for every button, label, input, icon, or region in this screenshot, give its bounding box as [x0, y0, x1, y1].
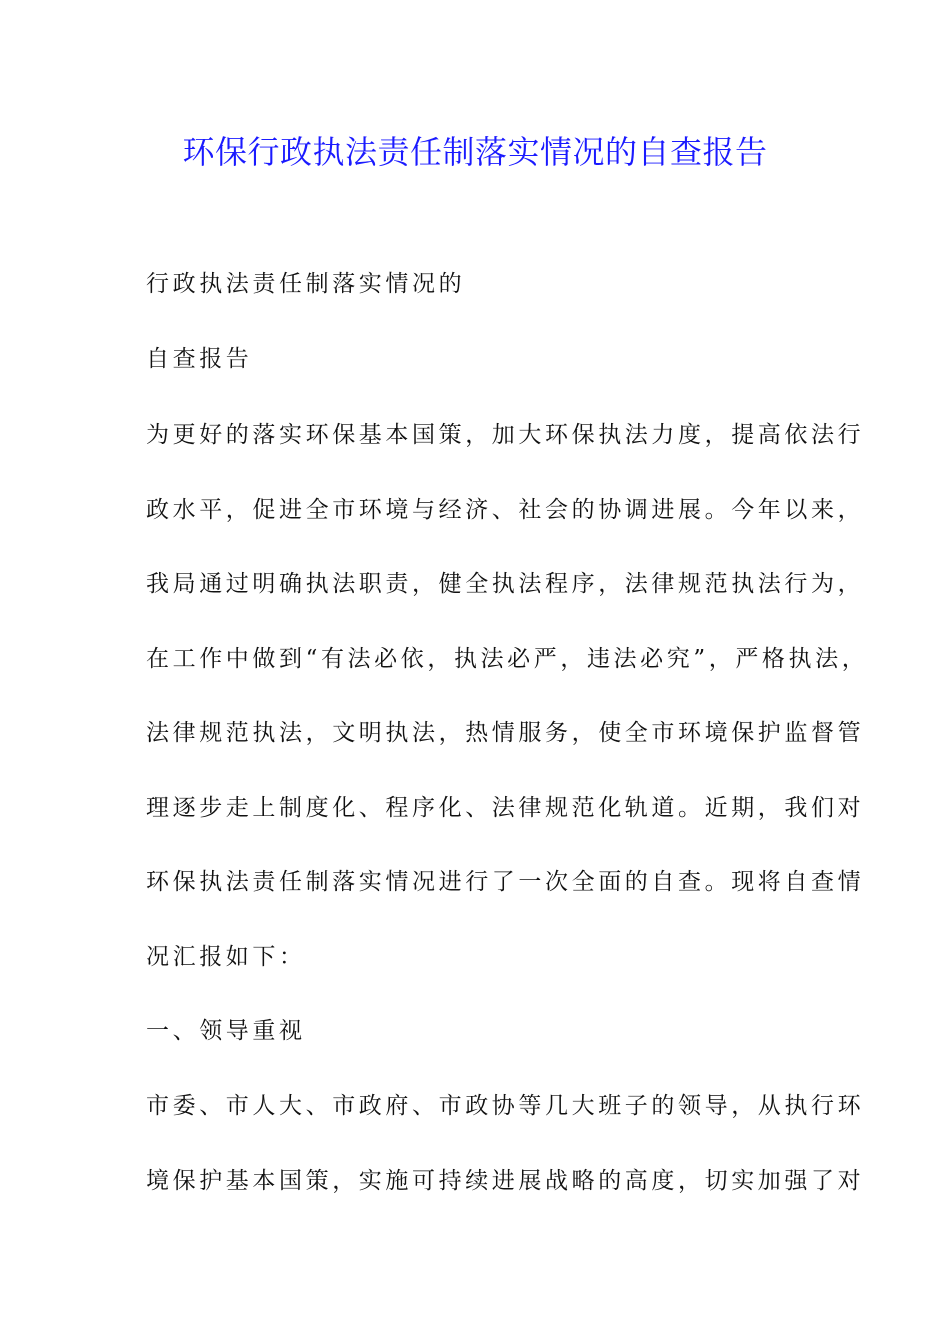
section-heading: 一、领导重视 [146, 1018, 306, 1044]
paragraph-line: 我局通过明确执法职责，健全执法程序，法律规范执法行为， [146, 571, 865, 597]
paragraph-line: 政水平，促进全市环境与经济、社会的协调进展。今年以来， [146, 497, 865, 523]
paragraph-line: 境保护基本国策，实施可持续进展战略的高度，切实加强了对 [146, 1168, 865, 1194]
paragraph-line: 法律规范执法，文明执法，热情服务，使全市环境保护监督管 [146, 720, 865, 746]
paragraph-line: 为更好的落实环保基本国策，加大环保执法力度，提高依法行 [146, 422, 865, 448]
paragraph-line: 理逐步走上制度化、程序化、法律规范化轨道。近期，我们对 [146, 795, 865, 821]
paragraph-line: 市委、市人大、市政府、市政协等几大班子的领导，从执行环 [146, 1093, 865, 1119]
document-title: 环保行政执法责任制落实情况的自查报告 [182, 133, 768, 171]
subtitle-line-2: 自查报告 [146, 346, 253, 372]
paragraph-line: 环保执法责任制落实情况进行了一次全面的自查。现将自查情 [146, 869, 865, 895]
subtitle-line-1: 行政执法责任制落实情况的 [146, 271, 466, 297]
paragraph-line: 在工作中做到“有法必依，执法必严，违法必究”，严格执法， [146, 646, 869, 672]
paragraph-line: 况汇报如下： [146, 944, 306, 970]
